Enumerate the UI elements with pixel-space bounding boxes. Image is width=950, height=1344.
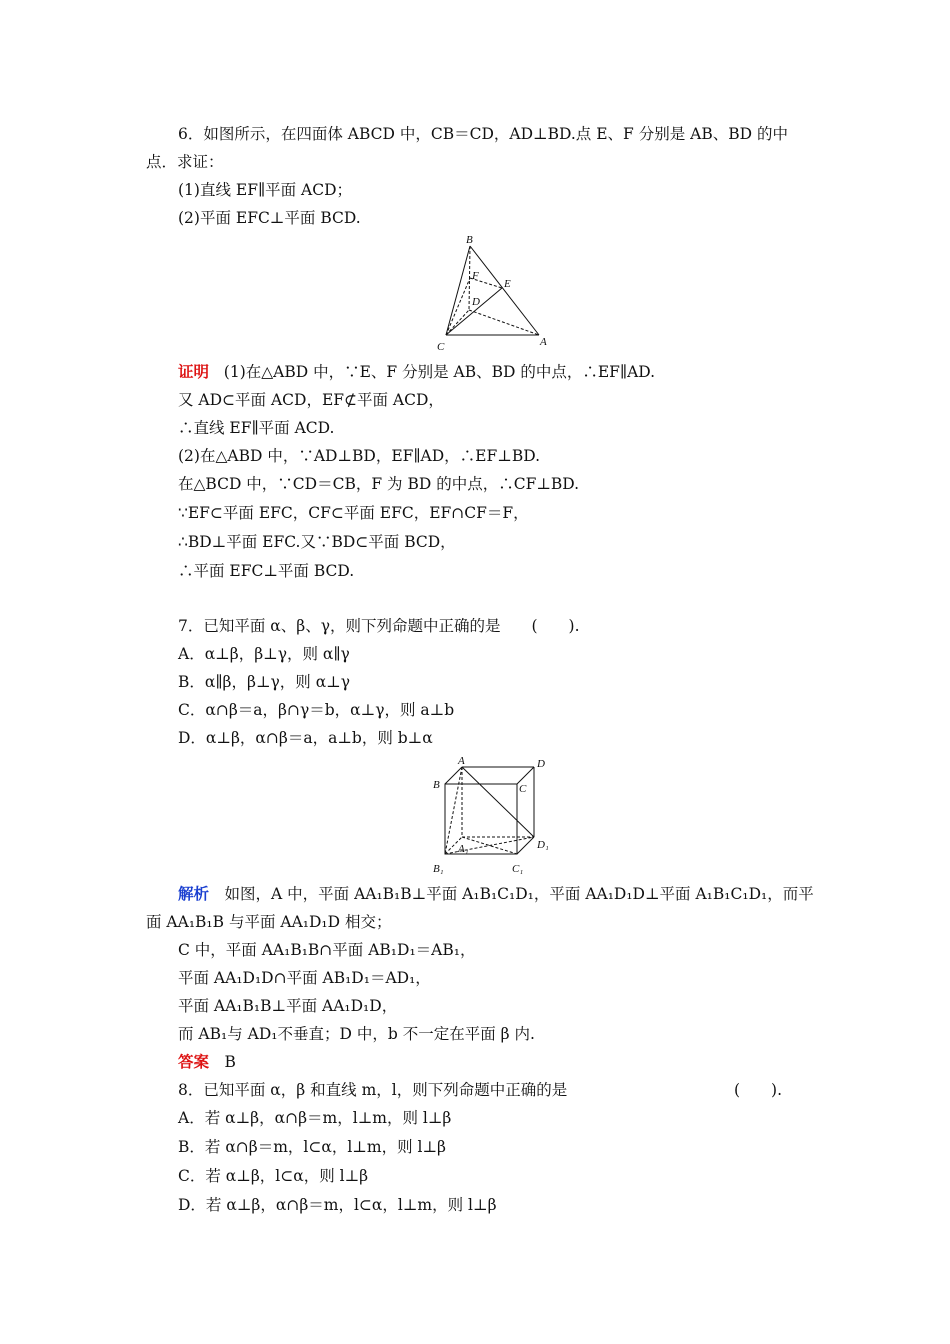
cube-label-D1: D₁ (537, 839, 549, 851)
label-D: D (472, 296, 480, 308)
q8-option-d: D．若 α⊥β，α∩β＝m，l⊂α，l⊥m，则 l⊥β (178, 1196, 497, 1214)
q7-option-c: C．α∩β＝a，β∩γ＝b，α⊥γ，则 a⊥b (178, 701, 455, 719)
cube-label-A: A (458, 755, 465, 767)
cube-label-D: D (537, 758, 545, 770)
proof-line-6: ∵EF⊂平面 EFC，CF⊂平面 EFC，EF∩CF＝F， (178, 504, 529, 522)
analysis-line-6: 而 AB₁与 AD₁不垂直；D 中，b 不一定在平面 β 内. (178, 1025, 535, 1043)
q6-part2: (2)平面 EFC⊥平面 BCD. (178, 209, 361, 227)
proof-label: 证明 (178, 362, 210, 381)
proof-line-5: 在△BCD 中，∵CD＝CB，F 为 BD 的中点，∴CF⊥BD. (178, 475, 580, 493)
q8-option-a: A．若 α⊥β，α∩β＝m，l⊥m，则 l⊥β (178, 1109, 452, 1127)
cube-figure (428, 752, 556, 880)
q6-part1: (1)直线 EF∥平面 ACD； (178, 181, 353, 199)
q8-answer-bracket: ( ). (734, 1081, 783, 1099)
analysis-line-4: 平面 AA₁D₁D∩平面 AB₁D₁＝AD₁， (178, 969, 431, 987)
answer-line: 答案 B (178, 1052, 236, 1071)
tetrahedron-figure (432, 232, 556, 356)
q7-stem: 7．已知平面 α、β、γ，则下列命题中正确的是 ( ). (178, 617, 580, 635)
proof-line-4: (2)在△ABD 中，∵AD⊥BD，EF∥AD，∴EF⊥BD. (178, 447, 541, 465)
cube-label-B: B (433, 779, 440, 791)
label-C: C (437, 341, 445, 353)
q7-option-a: A．α⊥β，β⊥γ，则 α∥γ (178, 645, 350, 663)
analysis-line-1: 解析 如图，A 中，平面 AA₁B₁B⊥平面 A₁B₁C₁D₁，平面 AA₁D₁D⊥平面 A₁B₁C₁D₁，而平 (178, 884, 814, 903)
q8-option-b: B．若 α∩β＝m，l⊂α，l⊥m，则 l⊥β (178, 1138, 446, 1156)
proof-line-7: ∴BD⊥平面 EFC.又∵BD⊂平面 BCD， (178, 533, 456, 551)
cube-label-C: C (519, 783, 527, 795)
proof-line-8: ∴平面 EFC⊥平面 BCD. (178, 562, 355, 580)
q6-stem-line1: 6．如图所示，在四面体 ABCD 中，CB＝CD，AD⊥BD.点 E、F 分别是 AB、BD 的中 (178, 125, 788, 143)
label-E: E (504, 278, 511, 290)
q6-stem-line2: 点．求证： (146, 153, 224, 171)
cube-label-A1: A₁ (458, 843, 469, 855)
analysis-line-3: C 中，平面 AA₁B₁B∩平面 AB₁D₁＝AB₁， (178, 941, 476, 959)
label-B: B (466, 234, 473, 246)
q7-option-b: B．α∥β，β⊥γ，则 α⊥γ (178, 673, 351, 691)
q8-stem: 8．已知平面 α，β 和直线 m，l，则下列命题中正确的是 (178, 1081, 568, 1099)
proof-line-1: 证明 (1)在△ABD 中，∵E、F 分别是 AB、BD 的中点，∴EF∥AD. (178, 362, 656, 381)
proof-line-2: 又 AD⊂平面 ACD，EF⊄平面 ACD， (178, 391, 444, 409)
analysis-line-5: 平面 AA₁B₁B⊥平面 AA₁D₁D， (178, 997, 398, 1015)
answer-label: 答案 (178, 1052, 210, 1071)
cube-label-B1: B₁ (433, 863, 444, 875)
analysis-label: 解析 (178, 884, 210, 903)
q7-option-d: D．α⊥β，α∩β＝a，a⊥b，则 b⊥α (178, 729, 433, 747)
proof-line-3: ∴直线 EF∥平面 ACD. (178, 419, 335, 437)
analysis-line-2: 面 AA₁B₁B 与平面 AA₁D₁D 相交； (146, 913, 392, 931)
label-F: F (472, 270, 479, 282)
label-A: A (540, 336, 547, 348)
cube-label-C1: C₁ (512, 863, 524, 875)
q8-option-c: C．若 α⊥β，l⊂α，则 l⊥β (178, 1167, 369, 1185)
